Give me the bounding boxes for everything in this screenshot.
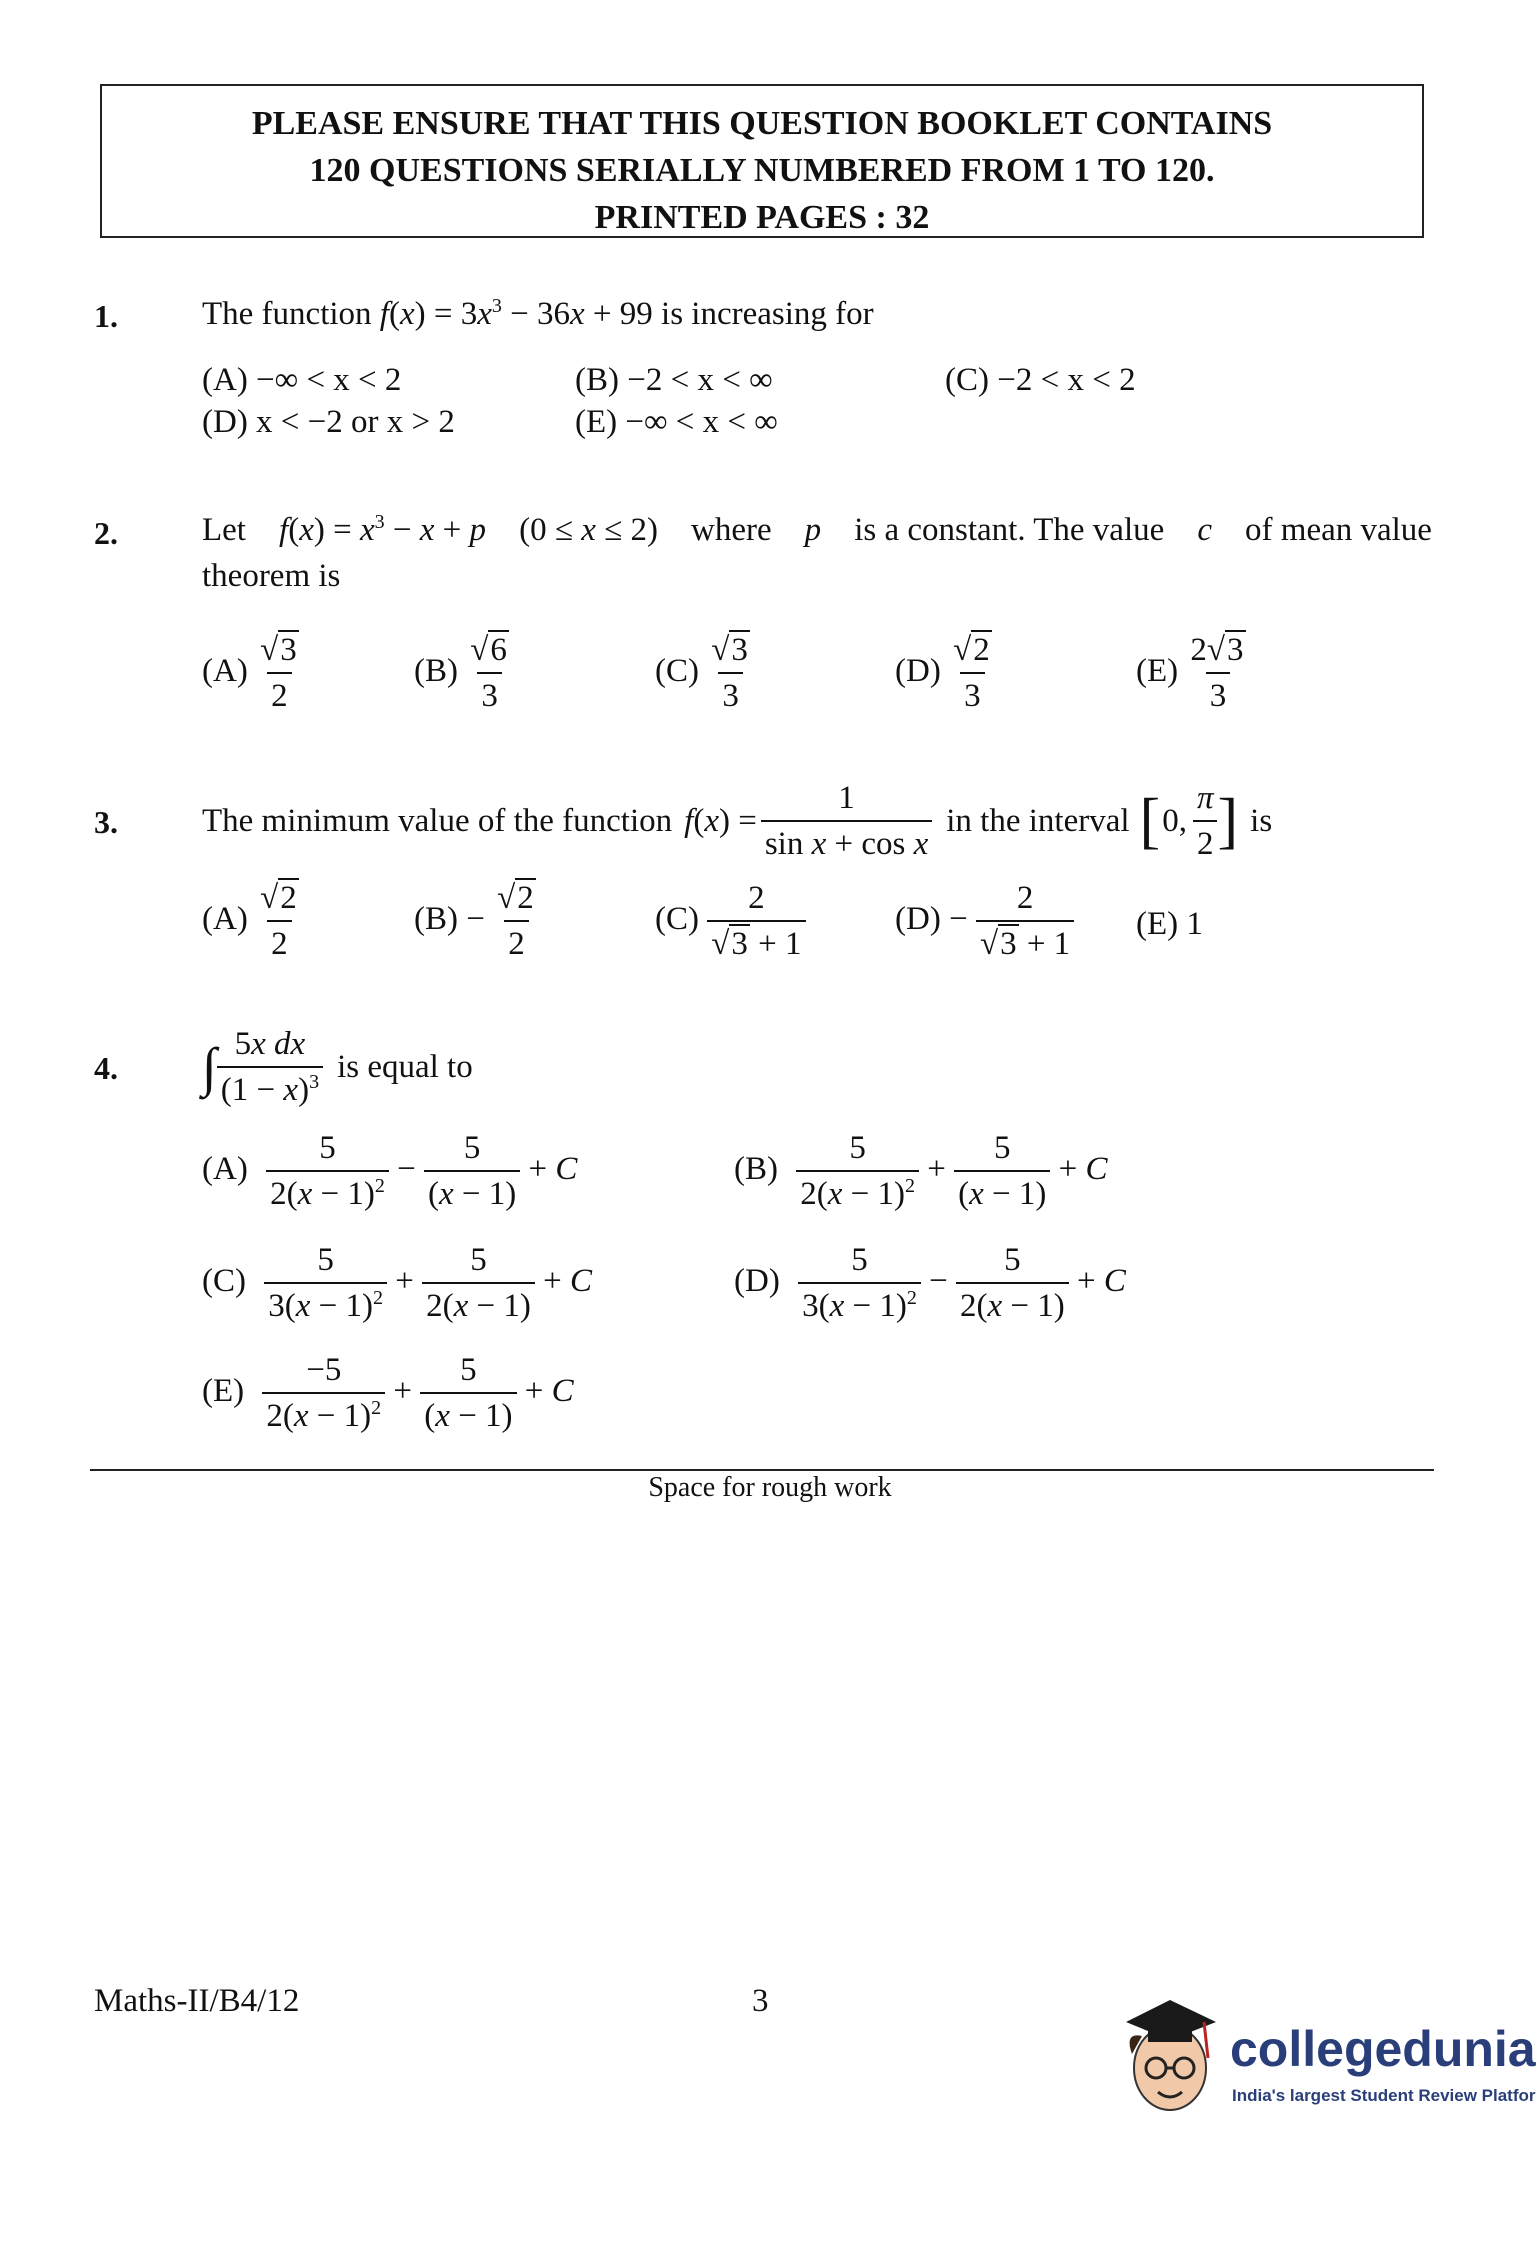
option-d: (D) − $\frac{2}{√3 + 1}$ [895, 880, 1074, 963]
option-a: (A) −∞ < x < 2 [202, 362, 402, 398]
option-a: (A) $\frac{√3}{2}$ [202, 632, 297, 715]
option-c: (C) $\frac{5}{3(x - 1)^2}$ + $\frac{5}{2(x - 1)}$ + C [202, 1242, 593, 1325]
question-number: 4. [94, 1050, 118, 1086]
instruction-box [100, 84, 1424, 238]
instruction-line-1: PLEASE ENSURE THAT THIS QUESTION BOOKLET CONTAINS [251, 105, 1273, 142]
option-e: (E) 1 [1136, 906, 1203, 942]
option-d: (D) $\frac{5}{3(x - 1)^2}$ − $\frac{5}{2(x - 1)}$ + C [734, 1242, 1126, 1325]
question-text: ∫ $\frac{\text{5x dx}}{(1 - x)^3}$ is equal to [202, 1026, 473, 1109]
option-e: (E) $\frac{2√3}{3}$ [1136, 632, 1244, 715]
option-b: (B) −2 < x < ∞ [575, 362, 773, 398]
question-text-cont: theorem is [202, 558, 341, 594]
question-number: 3. [94, 804, 118, 840]
collegedunia-mascot-icon [1118, 1992, 1223, 2120]
option-b: (B) $\frac{5}{2(x - 1)^2}$ + $\frac{5}{(x - 1)}$ + C [734, 1130, 1108, 1213]
question-text: Let $f(x) = x^3 - x + p$ (0 ≤ x ≤ 2) where p is a constant. The value c of mean value [202, 511, 1432, 548]
question-number: 2. [94, 515, 118, 551]
question-number: 1. [94, 298, 118, 334]
option-a: (A) $\frac{5}{2(x - 1)^2}$ − $\frac{5}{(x - 1)}$ + C [202, 1130, 578, 1213]
option-b: (B) − $\frac{√2}{2}$ [414, 880, 534, 963]
option-d: (D) $\frac{√2}{3}$ [895, 632, 990, 715]
rough-work-label: Space for rough work [648, 1472, 892, 1503]
collegedunia-tagline: India's largest Student Review Platfor [1232, 2086, 1536, 2105]
instruction-line-2: 120 QUESTIONS SERIALLY NUMBERED FROM 1 TO 120. [309, 152, 1215, 189]
paper-code: Maths-II/B4/12 [94, 1983, 300, 2019]
instruction-line-3: PRINTED PAGES : 32 [594, 199, 930, 236]
collegedunia-logo-text: collegedunia [1230, 2021, 1536, 2077]
option-c: (C) −2 < x < 2 [945, 362, 1136, 398]
option-e: (E) $\frac{-5}{2(x - 1)^2}$ + $\frac{5}{(x - 1)}$ + C [202, 1352, 574, 1435]
option-e: (E) −∞ < x < ∞ [575, 404, 778, 440]
question-text: The minimum value of the function f(x) = $\frac{1}{\text{sin x + cos x}}$ in the interval [ 0, $\frac{\pi}{2}$ ] is [202, 780, 1273, 863]
option-a: (A) $\frac{√2}{2}$ [202, 880, 297, 963]
option-c: (C) $\frac{2}{√3 + 1}$ [655, 880, 806, 963]
question-text: The function $f(x) = 3x^3 - 36x + 99$ is increasing for [202, 295, 874, 332]
rough-work-divider [90, 1469, 1434, 1471]
page-number: 3 [752, 1983, 769, 2019]
option-c: (C) $\frac{√3}{3}$ [655, 632, 748, 715]
option-b: (B) $\frac{√6}{3}$ [414, 632, 507, 715]
option-d: (D) x < −2 or x > 2 [202, 404, 455, 440]
